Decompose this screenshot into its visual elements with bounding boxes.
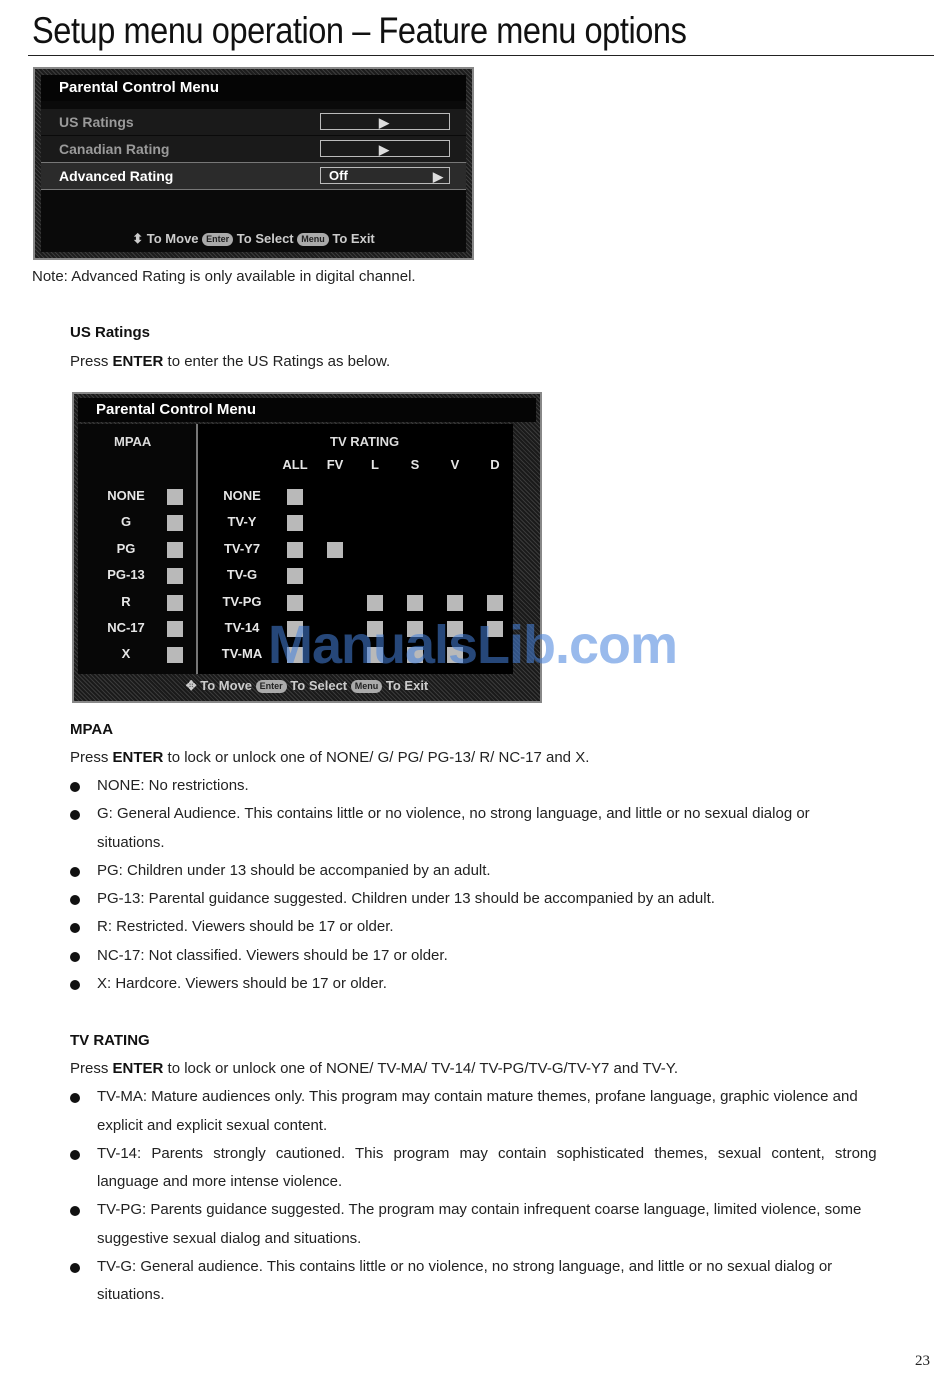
mpaa-label-pg13: PG-13 (107, 567, 145, 582)
mpaa-checkbox[interactable] (167, 515, 183, 531)
tv-col-fv: FV (326, 457, 344, 472)
tv-col-l: L (371, 457, 379, 472)
list-item: G: General Audience. This contains little or no violence, no strong language, and little or no sexual dialog or (97, 805, 810, 822)
footer-move-text: To Move (200, 678, 253, 693)
menu-panel (41, 75, 466, 252)
mpaa-intro (70, 749, 589, 766)
tv-col-d: D (490, 457, 500, 472)
intro-key: ENTER (112, 749, 164, 766)
mpaa-checkbox[interactable] (167, 595, 183, 611)
intro-key: ENTER (112, 1060, 164, 1077)
mpaa-checkbox[interactable] (167, 621, 183, 637)
tv-checkbox[interactable] (367, 595, 383, 611)
intro-text: to lock or unlock one of NONE/ TV-MA/ TV-14/ TV-PG/TV-G/TV-Y7 and TV-Y. (163, 1060, 679, 1077)
list-item: X: Hardcore. Viewers should be 17 or older. (97, 975, 387, 992)
intro-text: Press (70, 353, 113, 370)
list-item: PG: Children under 13 should be accompanied by an adult. (97, 862, 491, 879)
move-arrows-icon: ✥ (185, 678, 197, 693)
enter-key-icon: Enter (256, 680, 287, 693)
tv-label-tv-y7: TV-Y7 (223, 541, 261, 556)
menu-key-icon: Menu (297, 233, 329, 246)
list-item: TV-PG: Parents guidance suggested. The program may contain infrequent coarse language, limited violence, some (97, 1201, 862, 1218)
bullet-icon (70, 1206, 80, 1216)
tv-checkbox[interactable] (447, 595, 463, 611)
mpaa-title: MPAA (114, 434, 152, 449)
section-heading-tv-rating: TV RATING (70, 1032, 150, 1049)
tv-label-tv-g: TV-G (226, 567, 258, 582)
menu-item-advanced-rating[interactable] (41, 162, 466, 190)
menu-item-label: US Ratings (59, 114, 134, 130)
mpaa-label-nc17: NC-17 (107, 620, 145, 635)
tv-checkbox[interactable] (287, 568, 303, 584)
up-down-icon: ⬍ (132, 231, 144, 246)
right-arrow-icon: ▶ (379, 142, 389, 157)
list-item-continuation: suggestive sexual dialog and situations. (97, 1230, 362, 1247)
bullet-icon (70, 980, 80, 990)
tv-checkbox[interactable] (287, 595, 303, 611)
watermark: ManualsLib.com (268, 615, 678, 675)
footer-exit-text: To Exit (332, 231, 375, 246)
menu-header: Parental Control Menu (41, 75, 466, 101)
bullet-icon (70, 782, 80, 792)
mpaa-checkbox[interactable] (167, 647, 183, 663)
enter-key-icon: Enter (202, 233, 233, 246)
bullet-icon (70, 923, 80, 933)
mpaa-checkbox[interactable] (167, 542, 183, 558)
menu-item-canadian-rating[interactable] (41, 136, 466, 162)
intro-key: ENTER (112, 353, 164, 370)
list-item: TV-14: Parents strongly cautioned. This program may contain sophisticated themes, sexual content, strong (97, 1145, 877, 1162)
tv-label-none: NONE (223, 488, 261, 503)
bullet-icon (70, 952, 80, 962)
tv-checkbox[interactable] (487, 595, 503, 611)
tv-checkbox[interactable] (407, 595, 423, 611)
list-item-continuation: situations. (97, 1286, 165, 1303)
menu-footer (74, 675, 540, 697)
right-arrow-icon: ▶ (379, 115, 389, 130)
tv-rating-title: TV RATING (330, 434, 400, 449)
footer-move-text: To Move (146, 231, 199, 246)
list-item: NC-17: Not classified. Viewers should be 17 or older. (97, 947, 448, 964)
list-item: TV-G: General audience. This contains little or no violence, no strong language, and little or no sexual dialog or (97, 1258, 833, 1275)
mpaa-checkbox[interactable] (167, 568, 183, 584)
mpaa-label-g: G (120, 514, 132, 529)
menu-item-value-box (320, 113, 450, 130)
mpaa-checkbox[interactable] (167, 489, 183, 505)
tv-checkbox[interactable] (327, 542, 343, 558)
tv-label-tv-14: TV-14 (224, 620, 260, 635)
tv-checkbox[interactable] (287, 489, 303, 505)
menu-footer (41, 226, 466, 252)
intro-text: Press (70, 749, 113, 766)
bullet-icon (70, 810, 80, 820)
us-ratings-intro (70, 353, 390, 370)
title-rule (28, 55, 934, 56)
tv-label-tv-ma: TV-MA (221, 646, 263, 661)
menu-item-value-box (320, 140, 450, 157)
list-item-continuation: language and more intense violence. (97, 1173, 343, 1190)
menu-item-label: Advanced Rating (59, 168, 174, 184)
parental-control-menu-screenshot (33, 67, 474, 260)
menu-key-icon: Menu (351, 680, 383, 693)
menu-item-value: Off (329, 168, 348, 183)
bullet-icon (70, 1263, 80, 1273)
tv-col-all: ALL (282, 457, 308, 472)
footer-select-text: To Select (236, 231, 294, 246)
bullet-icon (70, 1093, 80, 1103)
menu-header: Parental Control Menu (78, 398, 536, 422)
tv-col-v: V (450, 457, 460, 472)
tv-col-s: S (410, 457, 420, 472)
bullet-icon (70, 895, 80, 905)
bullet-icon (70, 867, 80, 877)
page-title: Setup menu operation – Feature menu options (32, 10, 687, 51)
section-heading-us-ratings: US Ratings (70, 324, 151, 341)
menu-item-value-box (320, 167, 450, 184)
intro-text: to enter the US Ratings as below. (163, 353, 391, 370)
right-arrow-icon: ▶ (433, 169, 443, 184)
advanced-rating-note: Note: Advanced Rating is only available in digital channel. (32, 268, 416, 285)
tv-checkbox[interactable] (287, 515, 303, 531)
mpaa-label-r: R (121, 594, 131, 609)
list-item: PG-13: Parental guidance suggested. Children under 13 should be accompanied by an adult. (97, 890, 715, 907)
mpaa-label-pg: PG (116, 541, 136, 556)
list-item: NONE: No restrictions. (97, 777, 249, 794)
mpaa-label-none: NONE (107, 488, 145, 503)
tv-rating-intro (70, 1060, 678, 1077)
intro-text: to lock or unlock one of NONE/ G/ PG/ PG-13/ R/ NC-17 and X. (163, 749, 590, 766)
page-number: 23 (915, 1353, 930, 1369)
tv-checkbox[interactable] (287, 542, 303, 558)
tv-label-tv-pg: TV-PG (222, 594, 262, 609)
list-item-continuation: explicit and explicit sexual content. (97, 1117, 328, 1134)
list-item: TV-MA: Mature audiences only. This program may contain mature themes, profane language, graphic violence and (97, 1088, 858, 1105)
footer-exit-text: To Exit (385, 678, 429, 693)
footer-select-text: To Select (290, 678, 348, 693)
tv-label-tv-y: TV-Y (227, 514, 257, 529)
section-heading-mpaa: MPAA (70, 721, 114, 738)
intro-text: Press (70, 1060, 113, 1077)
list-item: R: Restricted. Viewers should be 17 or older. (97, 918, 394, 935)
list-item-continuation: situations. (97, 834, 165, 851)
mpaa-label-x: X (121, 646, 131, 661)
bullet-icon (70, 1150, 80, 1160)
menu-item-label: Canadian Rating (59, 141, 170, 157)
menu-item-us-ratings[interactable] (41, 109, 466, 135)
